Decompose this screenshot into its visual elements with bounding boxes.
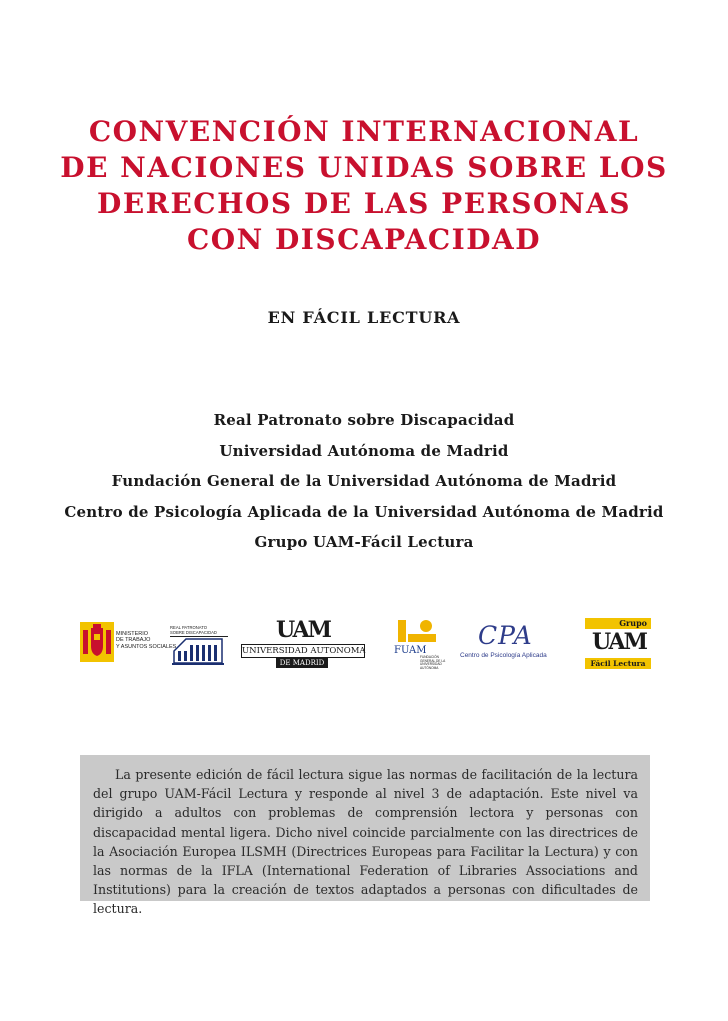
- coat-of-arms-icon: [80, 622, 114, 662]
- ministerio-line: DE TRABAJO: [116, 637, 151, 644]
- ministerio-line: Y ASUNTOS SOCIALES: [116, 643, 177, 650]
- ministerio-line: MINISTERIO: [116, 631, 149, 637]
- fuam-emblem-icon: [394, 618, 438, 644]
- real-patronato-logo: [170, 626, 228, 666]
- organization-name: Real Patronato sobre Discapacidad: [213, 411, 515, 429]
- title-line: CON DISCAPACIDAD: [186, 223, 542, 256]
- grupo-uam-logo: [585, 618, 651, 670]
- adaptation-notice: [80, 755, 650, 917]
- fuam-logo: [394, 618, 446, 672]
- grupo-bottom: Fácil Lectura: [585, 658, 651, 669]
- notice-text: La presente edición de fácil lectura sigue las normas de facilitación de la lectura del grupo UAM-Fácil Lectura y responde al nivel 3 de adaptación. Este nivel va dirigido a adultos con problemas de comprensión lectora y personas con discapacidad mental ligera. Dicho nivel coincide parcialmente con las directrices de la Asociación Europea ILSMH (Directrices Europeas para Facilitar la Lectura) y con las normas de la IFLA (International Federation of Libraries Associations and Institutions) para la creación de textos adaptados a personas con dificultades de lectura.: [93, 767, 638, 917]
- grupo-mark: UAM: [592, 629, 646, 655]
- title-line: DE NACIONES UNIDAS SOBRE LOS: [60, 151, 668, 184]
- fuam-line: AUTÓNOMA: [420, 665, 439, 670]
- cpa-name: Centro de Psicología Aplicada: [460, 652, 547, 659]
- ministerio-logo: [80, 622, 177, 662]
- fuam-mark: FUAM: [394, 645, 427, 656]
- title-line: DERECHOS DE LAS PERSONAS: [97, 187, 631, 220]
- uam-name: UNIVERSIDAD AUTONOMA: [242, 646, 366, 656]
- title-line: CONVENCIÓN INTERNACIONAL: [88, 115, 640, 148]
- uam-city: DE MADRID: [276, 658, 328, 668]
- cpa-logo: [458, 622, 562, 662]
- patronato-line: REAL PATRONATO: [170, 625, 207, 630]
- cpa-mark: CPA: [478, 621, 533, 650]
- document-subtitle: EN FÁCIL LECTURA: [267, 308, 461, 327]
- document-title: [0, 114, 728, 258]
- uam-logo: [241, 618, 365, 668]
- fuam-line: FUNDACIÓN: [420, 655, 439, 659]
- organization-name: Fundación General de la Universidad Autónoma de Madrid: [111, 472, 617, 490]
- uam-mark: UAM: [276, 617, 330, 643]
- building-icon: [172, 637, 224, 665]
- organization-name: Centro de Psicología Aplicada de la Universidad Autónoma de Madrid: [64, 502, 664, 521]
- logos-row: [0, 600, 728, 680]
- organization-name: Universidad Autónoma de Madrid: [219, 441, 509, 460]
- grupo-top: Grupo: [585, 618, 651, 629]
- fuam-line: GENERAL DE LA: [420, 658, 446, 663]
- fuam-line: UNIVERSIDAD: [420, 662, 442, 667]
- organization-name: Grupo UAM-Fácil Lectura: [254, 533, 474, 551]
- patronato-line: SOBRE DISCAPACIDAD: [170, 629, 217, 635]
- organizations-list: [0, 405, 728, 558]
